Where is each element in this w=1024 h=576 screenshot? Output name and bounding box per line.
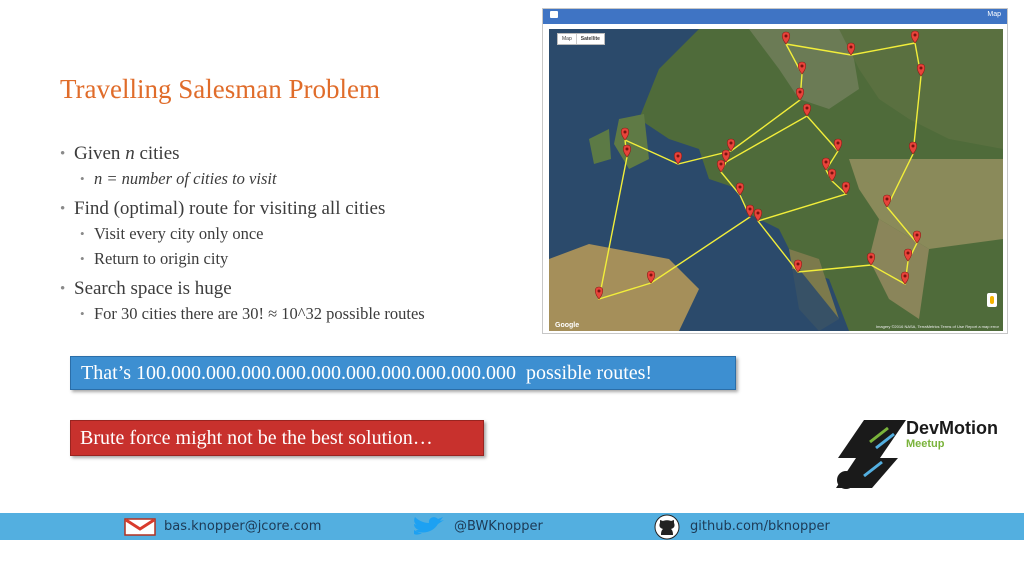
gmail-icon [124,518,156,536]
map-toolbar [543,9,1007,24]
europe-satellite-map [549,29,1003,331]
email-text: bas.knopper@jcore.com [164,519,322,534]
sub-bullet-item [60,221,530,246]
brute-force-callout: Brute force might not be the best solution… [70,420,484,456]
footer-twitter[interactable] [410,513,543,540]
bullet-item [60,277,530,301]
map-canvas[interactable] [549,29,1003,331]
bullet-text: n [125,143,135,164]
logo-brand: DevMotion [906,418,998,438]
twitter-icon [410,516,446,538]
logo-sub: Meetup [906,438,945,450]
bullet-text: For 30 cities there are 30! ≈ 10^32 possible routes [94,304,425,323]
sub-bullet-item [60,246,530,271]
github-icon [652,514,682,540]
bullet-list [60,136,530,326]
map-title: Map [987,11,1001,18]
twitter-text: @BWKnopper [454,519,543,534]
possible-routes-callout: That’s 100.000.000.000.000.000.000.000.000.000.000 possible routes! [70,356,736,390]
bullet-text: Search space is huge [74,278,232,299]
bullet-text: Visit every city only once [94,224,264,243]
map-type-switch[interactable] [557,33,605,45]
bullet-text: n = number of cities to visit [94,169,277,188]
footer-github[interactable] [652,513,830,540]
google-logo: Google [555,322,580,329]
bullet-item [60,142,530,166]
devmotion-mark-icon [836,418,906,490]
bullet-text: Find (optimal) route for visiting all cities [74,198,386,219]
map-attribution: Imagery ©2016 NASA, TerraMetrics Terms of Use Report a map error [875,324,999,329]
slide-title: Travelling Salesman Problem [60,74,380,104]
bullet-text: Return to origin city [94,249,229,268]
pegman-icon[interactable] [987,293,997,307]
map-type-map[interactable]: Map [562,36,572,42]
bullet-text: cities [134,143,180,164]
devmotion-logo [836,418,1016,490]
bullet-text: Given [74,143,126,164]
map-widget[interactable] [542,8,1008,334]
flag-icon [550,11,558,18]
sub-bullet-item [60,166,530,191]
footer-email[interactable] [124,513,321,540]
footer-bar [0,513,1024,540]
bullet-item [60,197,530,221]
map-type-satellite[interactable]: Satellite [576,34,604,44]
github-text: github.com/bknopper [690,519,830,534]
sub-bullet-item [60,301,530,326]
